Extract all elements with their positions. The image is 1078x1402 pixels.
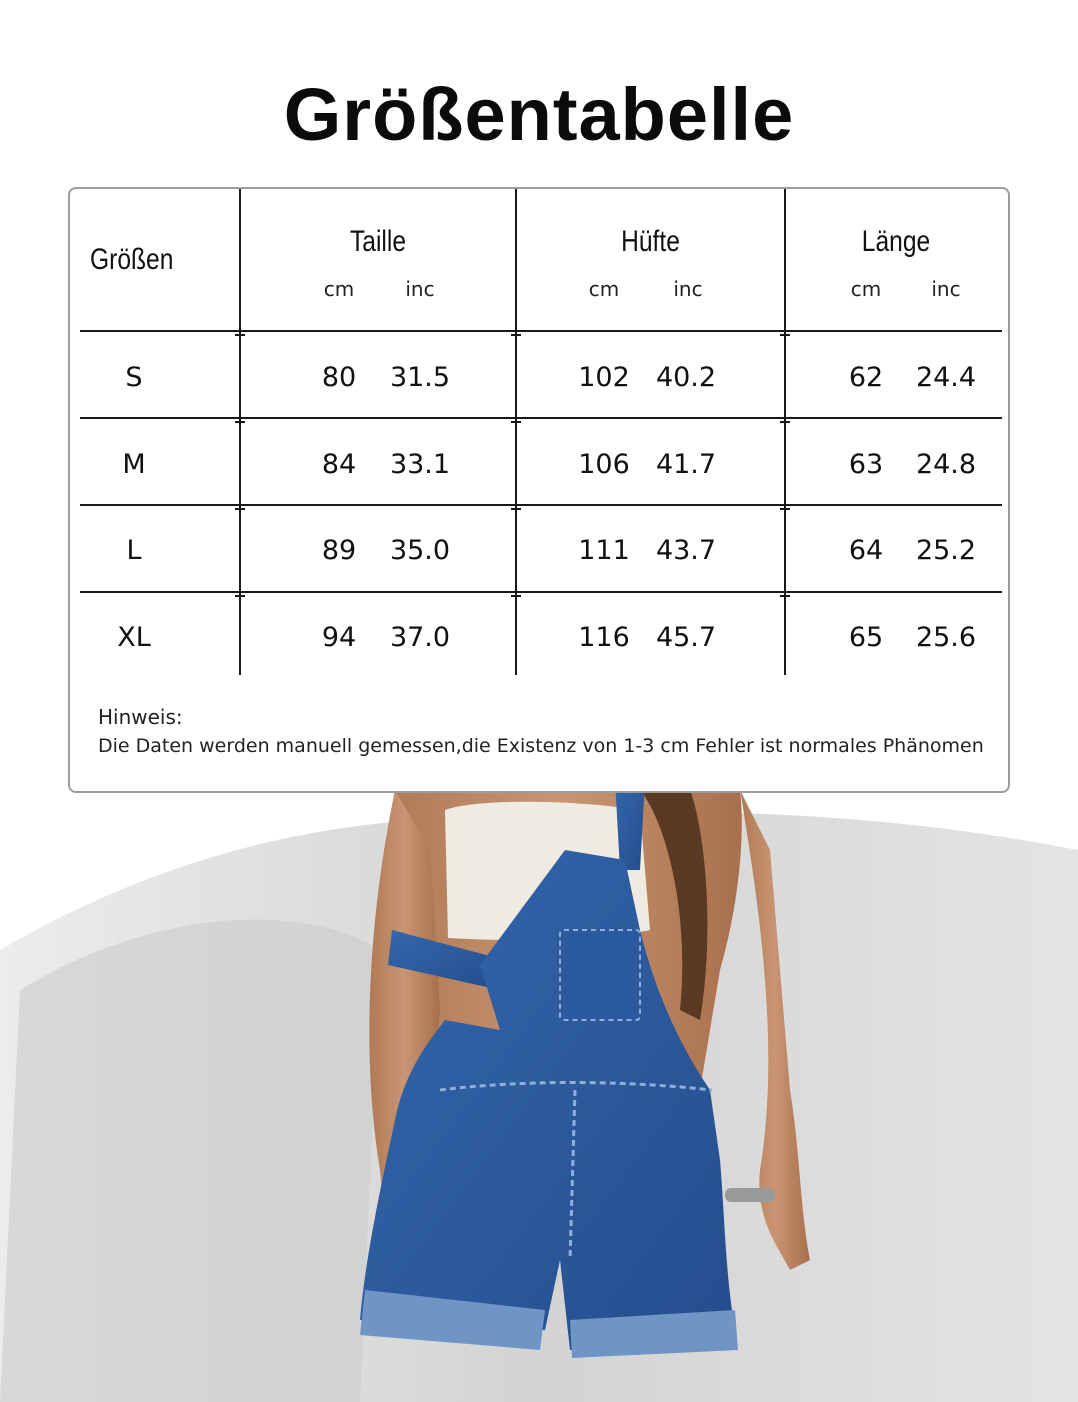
intersection-tick [511,508,521,510]
hip-unit-cm: cm [588,277,620,301]
row-divider [80,504,1002,506]
size-label: S [125,362,143,393]
bracelet [725,1188,775,1202]
waist-header: Taille [349,225,407,258]
table-cell: 89 [321,535,357,566]
table-cell: 102 [578,362,630,393]
table-cell: 24.8 [915,449,977,480]
length-header: Länge [861,225,931,258]
table-cell: 65 [848,622,884,653]
column-divider [239,189,241,675]
note-text: Die Daten werden manuell gemessen,die Existenz von 1-3 cm Fehler ist normales Phänomen [98,735,984,757]
table-cell: 111 [578,535,630,566]
table-cell: 24.4 [915,362,977,393]
length-unit-inc: inc [931,277,961,301]
backdrop-shadow [0,919,380,1402]
shoulder-strap [615,790,645,870]
table-cell: 116 [578,622,630,653]
table-cell: 43.7 [655,535,717,566]
bib-pocket [560,930,640,1020]
row-divider [80,330,1002,332]
table-cell: 80 [321,362,357,393]
row-divider [80,591,1002,593]
table-cell: 25.2 [915,535,977,566]
size-label: M [122,449,146,480]
waist-unit-inc: inc [405,277,435,301]
product-photo [0,790,1078,1402]
model-illustration [0,790,1078,1402]
size-label: L [126,535,142,566]
table-cell: 25.6 [915,622,977,653]
table-cell: 63 [848,449,884,480]
row-divider [80,417,1002,419]
column-divider [515,189,517,675]
table-cell: 37.0 [389,622,451,653]
size-column-header: Größen [90,243,174,276]
size-chart-card [68,187,1010,793]
intersection-tick [235,334,245,336]
table-cell: 35.0 [389,535,451,566]
table-cell: 45.7 [655,622,717,653]
intersection-tick [780,334,790,336]
length-unit-cm: cm [850,277,882,301]
table-cell: 33.1 [389,449,451,480]
table-cell: 31.5 [389,362,451,393]
intersection-tick [235,508,245,510]
table-cell: 62 [848,362,884,393]
hip-header: Hüfte [621,225,680,258]
hip-unit-inc: inc [673,277,703,301]
size-label: XL [117,622,151,653]
intersection-tick [511,421,521,423]
intersection-tick [511,334,521,336]
column-divider [784,189,786,675]
table-cell: 84 [321,449,357,480]
table-cell: 41.7 [655,449,717,480]
table-cell: 64 [848,535,884,566]
intersection-tick [235,421,245,423]
note-title: Hinweis: [98,705,183,729]
intersection-tick [235,595,245,597]
table-cell: 106 [578,449,630,480]
table-cell: 40.2 [655,362,717,393]
table-cell: 94 [321,622,357,653]
intersection-tick [780,508,790,510]
intersection-tick [780,595,790,597]
intersection-tick [780,421,790,423]
waist-unit-cm: cm [323,277,355,301]
page-title: Größentabelle [283,73,795,156]
intersection-tick [511,595,521,597]
